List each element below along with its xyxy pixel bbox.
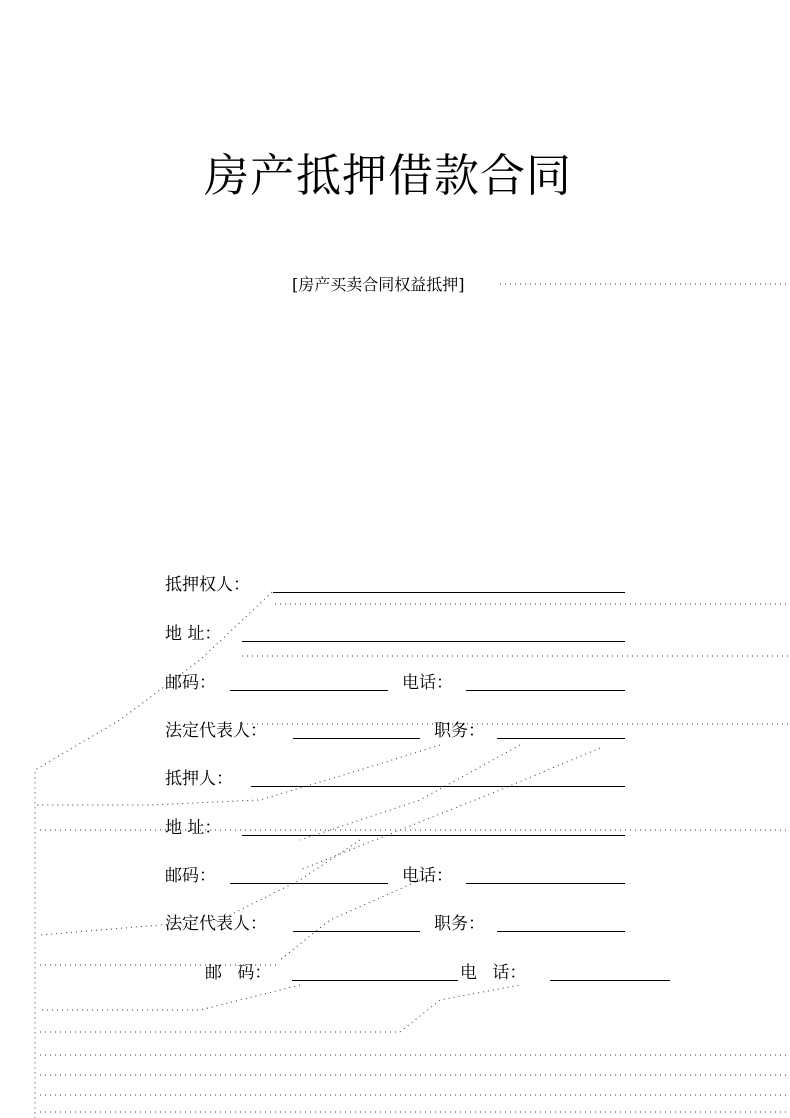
mortgagor-phone-field[interactable] [466, 883, 625, 884]
extra-phone-field[interactable] [550, 980, 670, 981]
mortgagee-legal-rep-field[interactable] [293, 738, 420, 739]
contract-title: 房产抵押借款合同 [204, 149, 573, 202]
mortgagor-address-field[interactable] [242, 835, 625, 836]
mortgagee-address-label: 地 址： [165, 624, 222, 644]
mortgagee-phone-label: 电话： [402, 673, 453, 693]
mortgagee-postcode-label: 邮码： [165, 673, 216, 693]
mortgagee-position-label: 职务： [434, 721, 485, 741]
mortgagor-name-field[interactable] [251, 786, 625, 787]
mortgagor-postcode-label: 邮码： [165, 866, 216, 886]
extra-postcode-field[interactable] [292, 980, 458, 981]
mortgagor-position-field[interactable] [497, 931, 625, 932]
mortgagor-legal-rep-label: 法定代表人： [165, 914, 267, 934]
mortgagee-address-field[interactable] [242, 641, 625, 642]
mortgagee-name-field[interactable] [273, 592, 625, 593]
extra-postcode-label: 邮 码： [205, 963, 272, 983]
extra-phone-label: 电 话： [460, 963, 527, 983]
mortgagee-position-field[interactable] [497, 738, 625, 739]
mortgagee-legal-rep-label: 法定代表人： [165, 721, 267, 741]
mortgagor-name-label: 抵押人： [165, 769, 233, 789]
mortgagor-address-label: 地 址： [165, 818, 222, 838]
mortgagee-postcode-field[interactable] [230, 690, 388, 691]
mortgagor-position-label: 职务： [434, 914, 485, 934]
mortgagor-postcode-field[interactable] [230, 883, 388, 884]
mortgagor-phone-label: 电话： [402, 866, 453, 886]
mortgagor-legal-rep-field[interactable] [293, 931, 420, 932]
contract-subtitle: [房产买卖合同权益抵押] [292, 275, 465, 294]
mortgagee-phone-field[interactable] [466, 690, 625, 691]
mortgagee-name-label: 抵押权人： [165, 575, 250, 595]
